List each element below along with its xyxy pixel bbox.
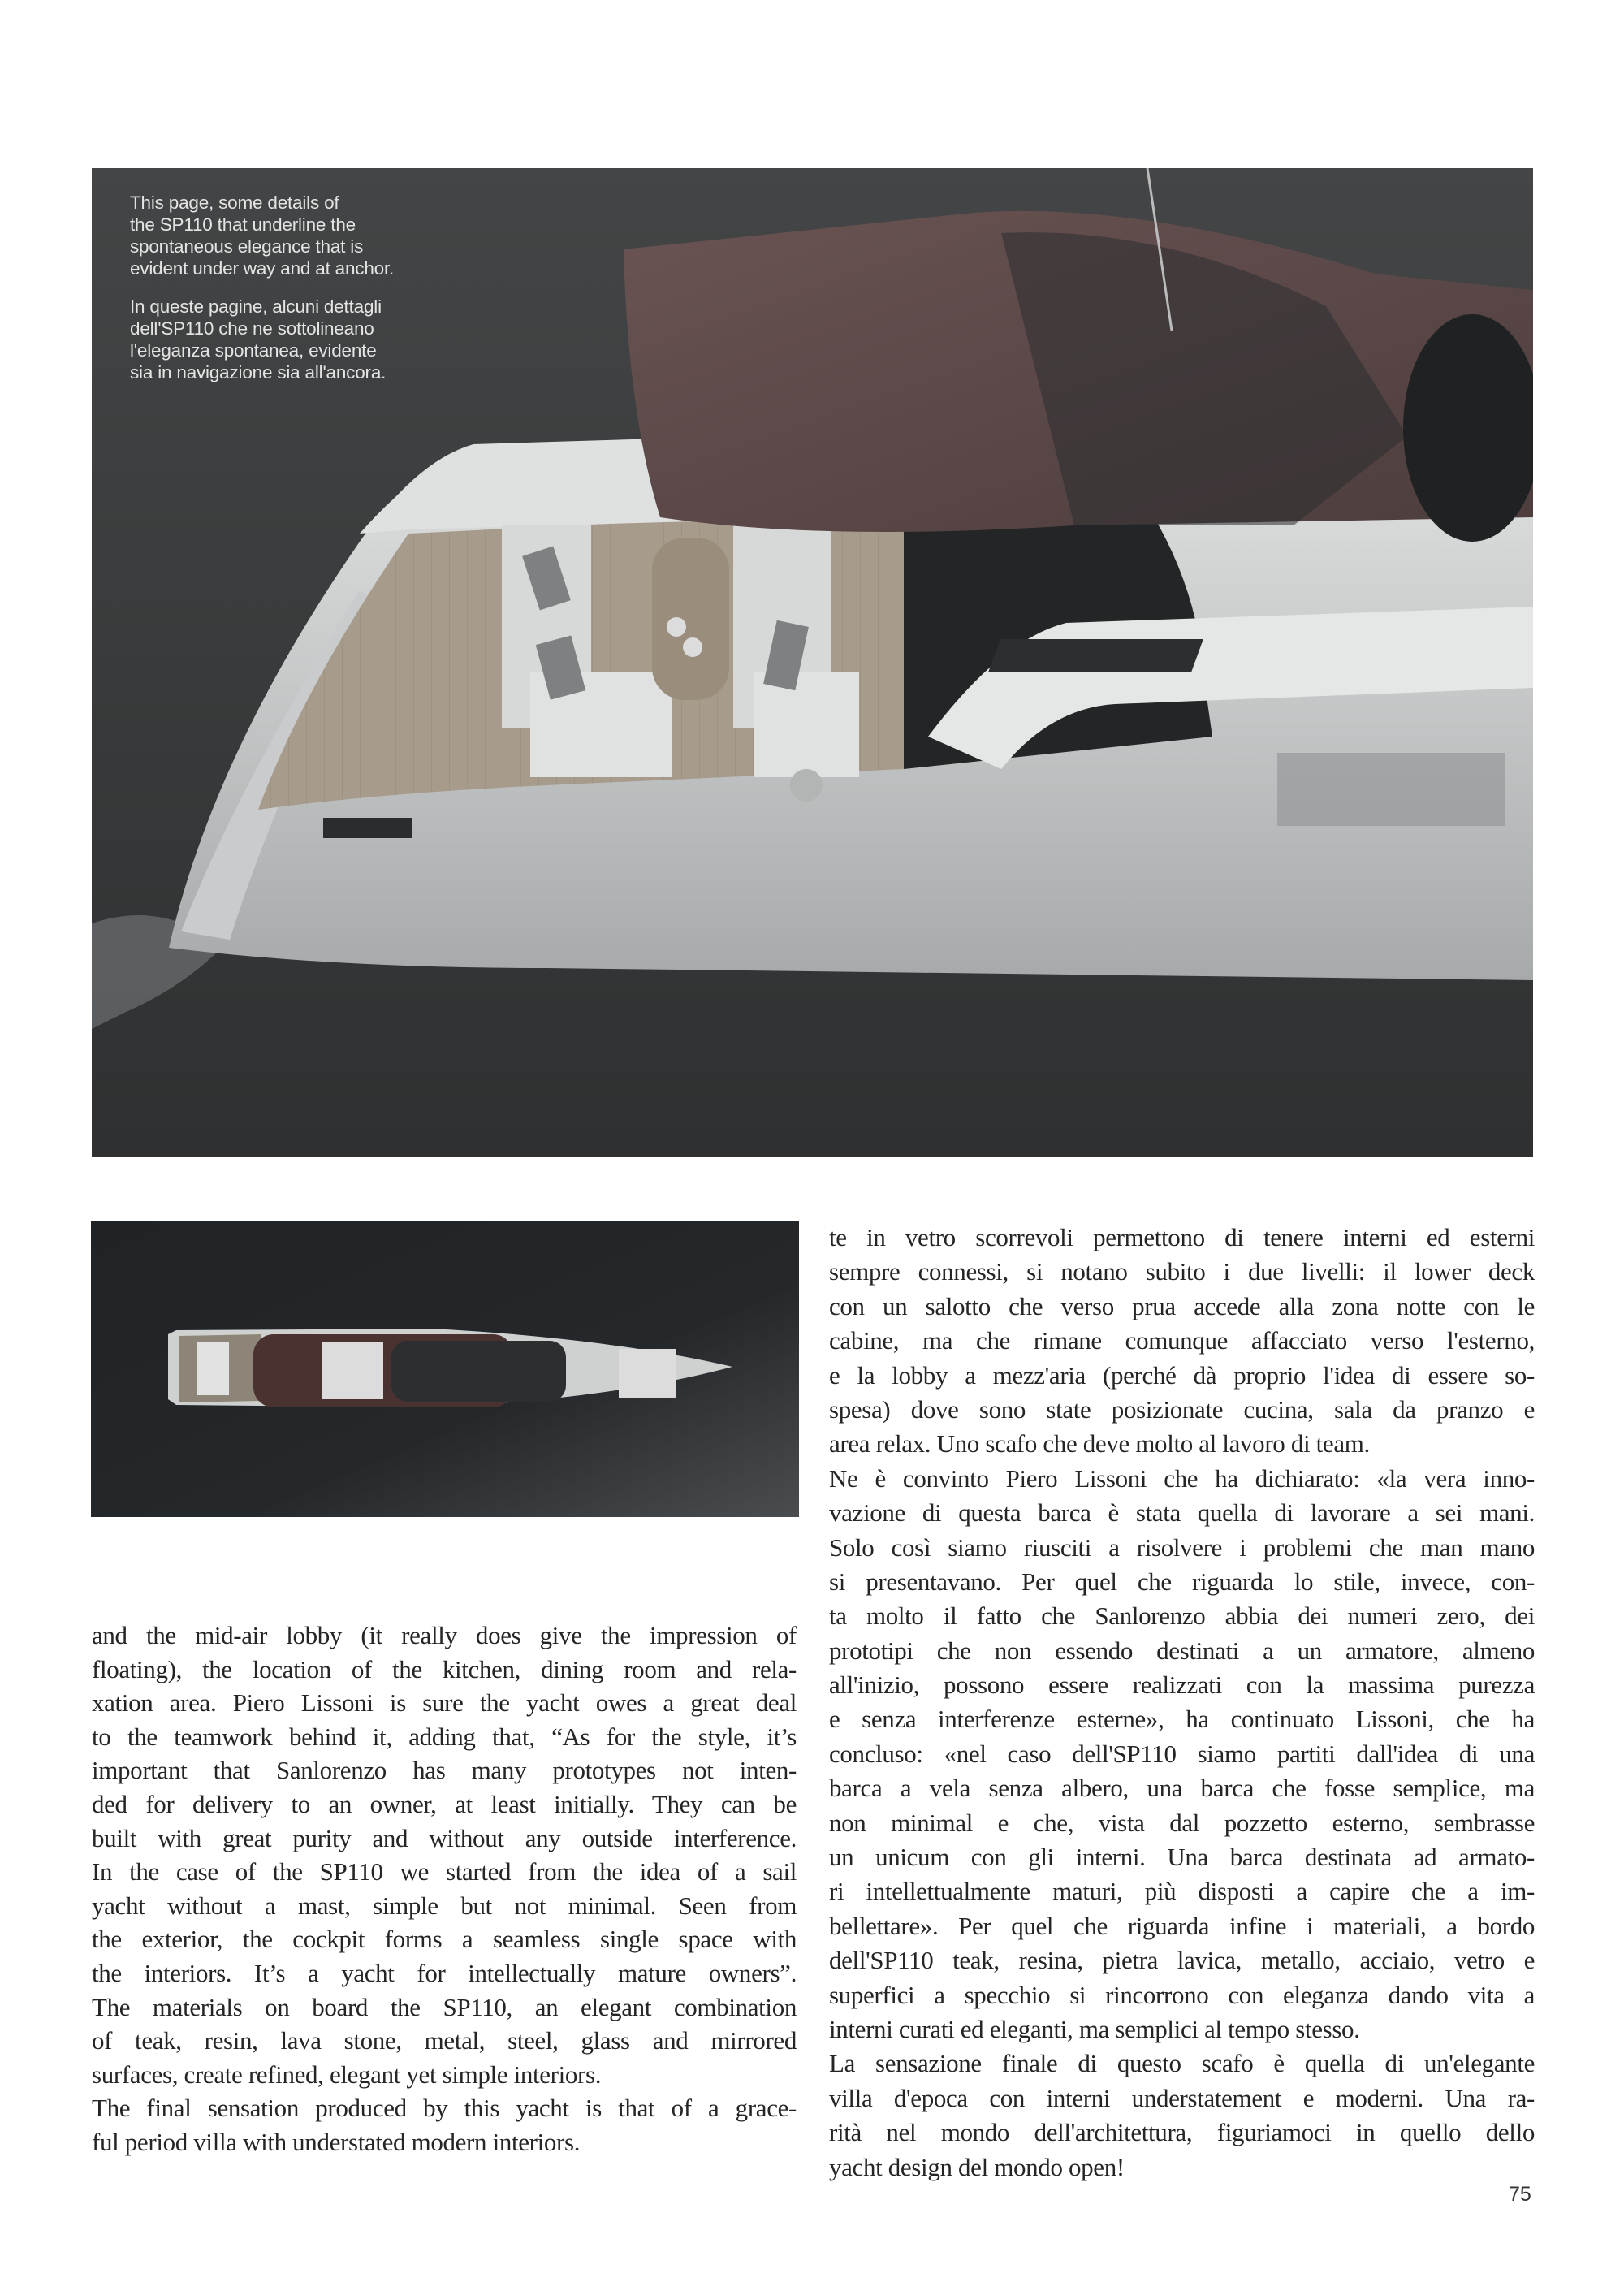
article-line: La sensazione finale di questo scafo è quella di un'elegante — [829, 2049, 1535, 2078]
caption-italian — [130, 296, 406, 383]
sofa-right-seat — [754, 672, 859, 777]
caption-line: spontaneous elegance that is — [130, 236, 364, 257]
deck-hatch — [790, 769, 823, 802]
article-line: prototipi che non essendo destinati a un armatore, almeno — [829, 1636, 1535, 1665]
article-line: bellettare». Per quel che riguarda infine i materiali, a bordo — [829, 1911, 1535, 1940]
foredeck-seat — [619, 1349, 676, 1398]
aerial-yacht-photo — [91, 1221, 799, 1517]
article-line: the interiors. It’s a yacht for intellectually mature owners”. — [92, 1958, 797, 1987]
article-line: all'inizio, possono essere realizzati con la massima purezza — [829, 1670, 1535, 1700]
article-line: yacht design del mondo open! — [829, 2152, 1125, 2181]
article-line: ded for delivery to an owner, at least initially. They can be — [92, 1789, 797, 1818]
article-line: non minimal e che, vista dal pozzetto esterno, sembrasse — [829, 1808, 1535, 1837]
caption-line: l'eleganza spontanea, evidente — [130, 340, 377, 361]
article-line: e senza interferenze esterne», ha continuato Lissoni, che ha — [829, 1705, 1535, 1734]
caption-line: This page, some details of — [130, 192, 339, 213]
caption-english — [130, 192, 406, 279]
article-line: The materials on board the SP110, an elegant combination — [92, 1992, 797, 2021]
caption-line: In queste pagine, alcuni dettagli — [130, 296, 382, 317]
hull-vent — [323, 818, 412, 838]
article-line: and the mid-air lobby (it really does give the impression of — [92, 1621, 797, 1649]
article-column-italian — [829, 1221, 1535, 2185]
yacht-topdown-illustration — [91, 1221, 799, 1517]
article-line: the exterior, the cockpit forms a seamless single space with — [92, 1925, 797, 1954]
article-line: of teak, resin, lava stone, metal, steel, glass and mirrored — [92, 2026, 797, 2055]
article-line: te in vetro scorrevoli permettono di tenere interni ed esterni — [829, 1223, 1535, 1251]
article-line: Ne è convinto Piero Lissoni che ha dichiarato: «la vera inno- — [829, 1463, 1535, 1493]
article-line: barca a vela senza albero, una barca che fosse semplice, ma — [829, 1774, 1535, 1803]
article-line: dell'SP110 teak, resina, pietra lavica, metallo, acciaio, vetro e — [829, 1946, 1535, 1975]
article-line: In the case of the SP110 we started from the idea of a sail — [92, 1857, 797, 1887]
article-line: The final sensation produced by this yacht is that of a grace- — [92, 2094, 797, 2123]
article-line: e la lobby a mezz'aria (perché dà proprio l'idea di essere so- — [829, 1360, 1535, 1390]
article-line: vazione di questa barca è stata quella di lavorare a sei mani. — [829, 1498, 1535, 1528]
article-line: area relax. Uno scafo che deve molto al lavoro di team. — [829, 1429, 1370, 1459]
article-line: floating), the location of the kitchen, dining room and rela- — [92, 1654, 797, 1683]
article-line: yacht without a mast, simple but not minimal. Seen from — [92, 1891, 797, 1920]
article-column-english — [92, 1619, 797, 2159]
article-line: rità nel mondo dell'architettura, figuriamoci in quello dello — [829, 2118, 1535, 2147]
article-line: interni curati ed eleganti, ma semplici al tempo stesso. — [829, 2014, 1360, 2043]
article-line: superfici a specchio si rincorrono con eleganza dando vita a — [829, 1980, 1535, 2009]
article-line: built with great purity and without any outside interference. — [92, 1823, 797, 1852]
article-line: surfaces, create refined, elegant yet simple interiors. — [92, 2059, 602, 2089]
caption-line: dell'SP110 che ne sottolineano — [130, 318, 374, 339]
superstructure-glass — [391, 1341, 566, 1402]
main-yacht-photo — [92, 168, 1533, 1157]
cockpit-sofa — [322, 1342, 383, 1399]
plate — [667, 617, 686, 637]
article-line: cabine, ma che rimane comunque affacciato verso l'esterno, — [829, 1326, 1535, 1355]
side-window — [988, 639, 1203, 672]
article-line: xation area. Piero Lissoni is sure the yacht owes a great deal — [92, 1688, 797, 1718]
caption-line: sia in navigazione sia all'ancora. — [130, 362, 387, 382]
caption-line: evident under way and at anchor. — [130, 258, 395, 279]
article-line: spesa) dove sono state posizionate cucina, sala da pranzo e — [829, 1394, 1535, 1424]
hull-window — [1277, 753, 1505, 826]
photo-caption — [130, 192, 406, 383]
article-line: Solo così siamo riusciti a risolvere i problemi che man mano — [829, 1532, 1535, 1562]
article-line: con un salotto che verso prua accede alla zona notte con le — [829, 1291, 1535, 1320]
article-line: concluso: «nel caso dell'SP110 siamo partiti dall'idea di una — [829, 1739, 1535, 1768]
article-line: ri intellettualmente maturi, più disposti a capire che a im- — [829, 1877, 1535, 1906]
page-number: 75 — [1509, 2183, 1531, 2206]
article-line: to the teamwork behind it, adding that, “As for the style, it’s — [92, 1722, 797, 1751]
article-line: important that Sanlorenzo has many prototypes not inten- — [92, 1756, 797, 1785]
aft-sofa — [197, 1342, 229, 1395]
article-line: villa d'epoca con interni understatement e moderni. Una ra- — [829, 2083, 1535, 2112]
article-line: un unicum con gli interni. Una barca destinata ad armato- — [829, 1843, 1535, 1872]
article-line: ta molto il fatto che Sanlorenzo abbia dei numeri zero, dei — [829, 1601, 1535, 1631]
article-line: si presentavano. Per quel che riguarda lo stile, invece, con- — [829, 1567, 1535, 1596]
article-line: ful period villa with understated modern interiors. — [92, 2127, 581, 2156]
caption-line: the SP110 that underline the — [130, 214, 356, 235]
plate — [683, 638, 702, 657]
dining-table — [652, 538, 729, 700]
article-line: sempre connessi, si notano subito i due livelli: il lower deck — [829, 1257, 1535, 1286]
